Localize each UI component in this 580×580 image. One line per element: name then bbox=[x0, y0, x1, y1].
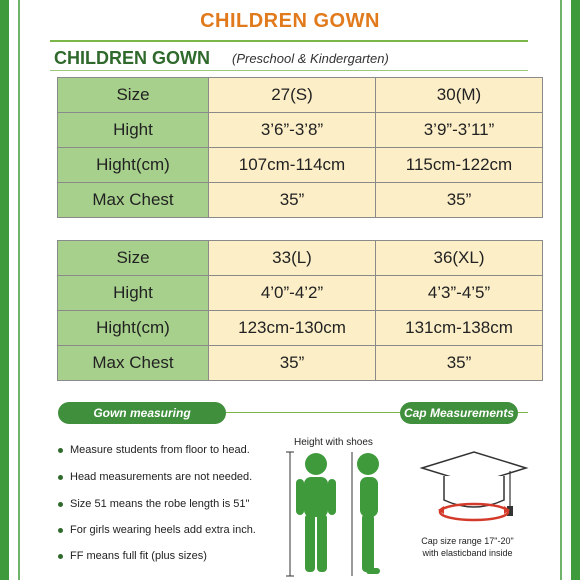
bullet-icon bbox=[58, 475, 63, 480]
height-cm-value: 123cm-130cm bbox=[209, 311, 376, 346]
row-label: Size bbox=[58, 241, 209, 276]
bullet-icon bbox=[58, 528, 63, 533]
section-divider bbox=[226, 412, 400, 413]
height-with-shoes-label: Height with shoes bbox=[294, 437, 373, 448]
instructions-heading: Gown measuring instructions bbox=[58, 402, 226, 424]
header-rule bbox=[50, 40, 528, 42]
height-cm-value: 115cm-122cm bbox=[376, 148, 543, 183]
height-value: 4’0”-4’2” bbox=[209, 276, 376, 311]
child-side-icon bbox=[357, 453, 380, 574]
list-item: For girls wearing heels add extra inch. bbox=[58, 524, 256, 536]
list-item: FF means full fit (plus sizes) bbox=[58, 550, 207, 562]
child-front-icon bbox=[296, 453, 336, 572]
bullet-icon bbox=[58, 448, 63, 453]
row-label: Max Chest bbox=[58, 346, 209, 381]
height-cm-value: 107cm-114cm bbox=[209, 148, 376, 183]
bullet-icon bbox=[58, 554, 63, 559]
table-row bbox=[58, 276, 543, 311]
row-label: Hight(cm) bbox=[58, 311, 209, 346]
row-label: Size bbox=[58, 78, 209, 113]
size-table-2 bbox=[57, 240, 543, 381]
frame-left-border bbox=[0, 0, 9, 580]
table-row bbox=[58, 148, 543, 183]
height-cm-value: 131cm-138cm bbox=[376, 311, 543, 346]
row-label: Hight bbox=[58, 113, 209, 148]
table-row bbox=[58, 183, 543, 218]
size-table-1 bbox=[57, 77, 543, 218]
frame-right-border bbox=[571, 0, 580, 580]
header-rule-bottom bbox=[50, 70, 528, 71]
section-divider-end bbox=[518, 412, 528, 413]
cap-heading: Cap Measurements bbox=[400, 402, 518, 424]
section-subtitle: (Preschool & Kindergarten) bbox=[232, 51, 389, 66]
section-title: CHILDREN GOWN bbox=[54, 48, 210, 68]
frame-left-line bbox=[18, 0, 20, 580]
row-label: Hight bbox=[58, 276, 209, 311]
row-label: Hight(cm) bbox=[58, 148, 209, 183]
table-row bbox=[58, 78, 543, 113]
height-value: 3’9”-3’11” bbox=[376, 113, 543, 148]
child-figures-illustration bbox=[280, 448, 400, 580]
height-value: 4’3”-4’5” bbox=[376, 276, 543, 311]
table-row bbox=[58, 311, 543, 346]
cap-size-note: Cap size range 17"-20" with elasticband inside bbox=[421, 536, 514, 558]
size-value: 27(S) bbox=[209, 78, 376, 113]
height-value: 3’6”-3’8” bbox=[209, 113, 376, 148]
size-value: 33(L) bbox=[209, 241, 376, 276]
chest-value: 35” bbox=[376, 346, 543, 381]
list-item: Head measurements are not needed. bbox=[58, 471, 252, 483]
table-row bbox=[58, 241, 543, 276]
chest-value: 35” bbox=[209, 183, 376, 218]
table-row bbox=[58, 113, 543, 148]
chest-value: 35” bbox=[209, 346, 376, 381]
bullet-icon bbox=[58, 502, 63, 507]
size-value: 36(XL) bbox=[376, 241, 543, 276]
size-value: 30(M) bbox=[376, 78, 543, 113]
chest-value: 35” bbox=[376, 183, 543, 218]
top-title: CHILDREN GOWN bbox=[200, 10, 380, 32]
list-item: Size 51 means the robe length is 51" bbox=[58, 498, 249, 510]
row-label: Max Chest bbox=[58, 183, 209, 218]
list-item: Measure students from floor to head. bbox=[58, 444, 250, 456]
graduation-cap-icon bbox=[418, 450, 530, 534]
frame-right-line bbox=[560, 0, 562, 580]
table-row bbox=[58, 346, 543, 381]
